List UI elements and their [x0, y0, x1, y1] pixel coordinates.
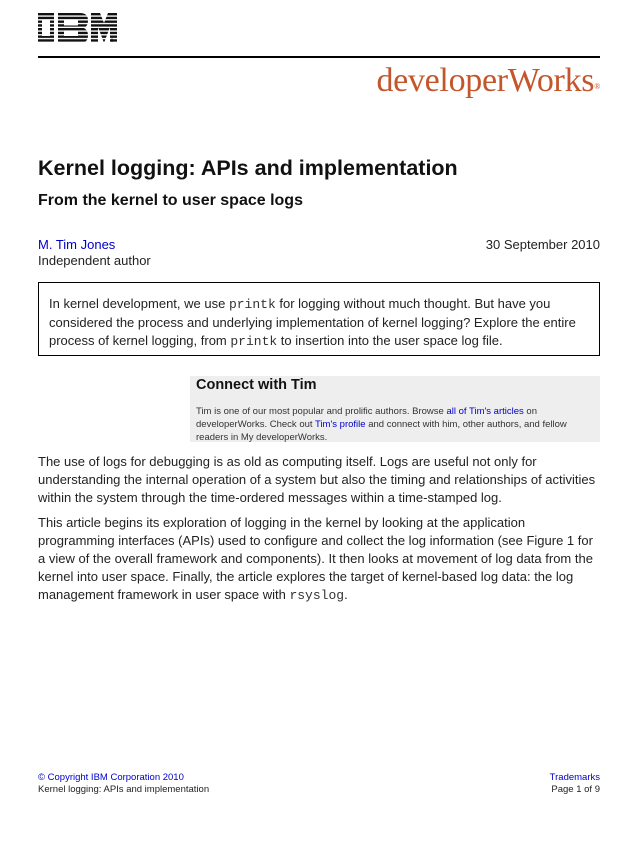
abstract-text-3: to insertion into the user space log file. [277, 333, 503, 348]
author-affiliation: Independent author [38, 253, 151, 268]
profile-link[interactable]: Tim's profile [315, 419, 366, 430]
body-paragraph-2: This article begins its exploration of logging in the kernel by looking at the application programming interfaces (APIs) used to configure and collect the log information (see Figure 1 for a view of the overall framework and components). It then looks at movement of log data from the kernel into user space. Finally, the article explores the target of kernel-based log data: the log management framework in user space with rsyslog. [38, 515, 593, 603]
connect-title: Connect with Tim [196, 377, 317, 393]
header-rule [38, 56, 600, 58]
footer-doc-title: Kernel logging: APIs and implementation [38, 784, 210, 795]
code-rsyslog: rsyslog [289, 588, 345, 603]
abstract-text-2: for logging without much thought. But have you considered the process and underlying implementation of kernel logging? Explore the entire process of kernel logging, from [49, 296, 576, 348]
abstract-code-printk: printk [228, 297, 276, 312]
abstract-text-1: In kernel development, we use [49, 296, 229, 311]
author-link[interactable]: M. Tim Jones [38, 237, 116, 252]
copyright-link[interactable]: © Copyright IBM Corporation 2010 [38, 772, 184, 783]
brand-mark: ® [594, 82, 600, 91]
abstract-box [38, 282, 600, 356]
article-subtitle: From the kernel to user space logs [38, 192, 303, 209]
connect-text: Tim is one of our most popular and prolific authors. Browse all of Tim's articles on developerWorks. Check out Tim's profile and connect with him, other authors, and fellow readers in My developerWorks. [196, 406, 567, 443]
page-number: Page 1 of 9 [551, 784, 600, 795]
developerworks-logo: developerWorks® [376, 62, 600, 99]
registered-mark: ® [110, 38, 114, 43]
publish-date: 30 September 2010 [485, 237, 600, 252]
trademarks-link[interactable]: Trademarks [549, 772, 600, 783]
abstract-code-printk-2: printk [230, 334, 278, 349]
ibm-logo [38, 13, 118, 43]
connect-box [190, 376, 600, 442]
article-title: Kernel logging: APIs and implementation [38, 156, 458, 180]
all-articles-link[interactable]: all of Tim's articles [446, 406, 524, 417]
body-paragraph-1: The use of logs for debugging is as old as computing itself. Logs are useful not only for understanding the internal operation of a system but also the timing and relationships of activities within the system through the time-ordered messages within a time-stamped log. [38, 454, 596, 505]
